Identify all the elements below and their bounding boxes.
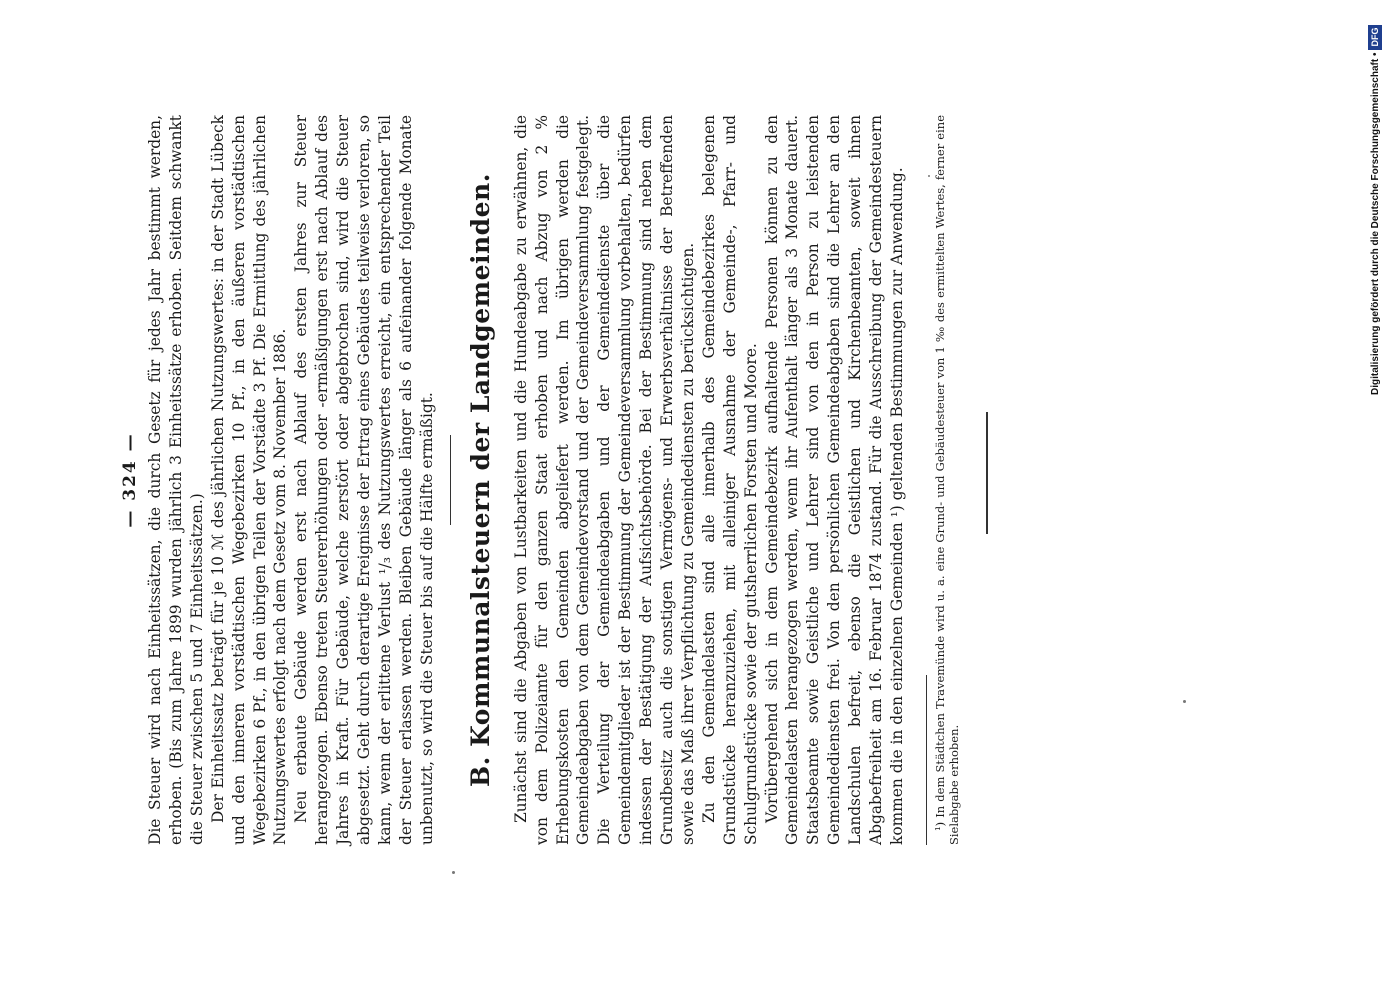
scan-speck <box>1183 700 1186 703</box>
page-number: — 324 — <box>120 432 140 528</box>
section-divider <box>450 435 451 525</box>
scan-speck <box>452 871 455 874</box>
footnote: ¹) In dem Städtchen Travemünde wird u. a. eine Grund- und Gebäudesteuer von 1 ‰ des ermittelten Wertes, ferner eine Sielabgabe erhoben. <box>932 115 961 845</box>
paragraph-unit-rate: Der Einheitssatz beträgt für je 10 ℳ des jährlichen Nutzungswertes: in der Stadt Lübeck und den inneren vorstädtischen Wegebezirken 10 Pf., in den äußeren vorstädtischen Wegebezirken 6 Pf., in den übrigen Teilen der Vorstädte 3 Pf. Die Ermittlung des jährlichen Nutzungswertes erfolgt nach dem Gesetz vom 8. November 1886. <box>208 115 290 845</box>
document-page <box>115 115 961 845</box>
footnote-rule <box>926 675 927 845</box>
dfg-logo: DFG <box>1368 25 1382 50</box>
section-heading: B. Kommunalsteuern der Landgemeinden. <box>465 173 495 787</box>
stamp-text: Digitalisierung gefördert durch die Deutsche Forschungsgemeinschaft • <box>1370 52 1381 395</box>
paragraph-tax-rates: Die Steuer wird nach Einheitssätzen, die durch Gesetz für jedes Jahr bestimmt werden, erhoben. (Bis zum Jahre 1899 wurden jährlich 3 Einheitssätze erhoben. Seitdem schwankt die Steuer zwischen 5 und 7 Einheitssätzen.) <box>146 115 206 845</box>
paragraph-temporary-residents: Vorübergehend sich in dem Gemeindebezirk aufhaltende Personen können zu den Gemeindelasten herangezogen werden, wenn ihr Aufenthalt länger als 3 Monate dauert. Staatsbeamte sowie Geistliche und Lehrer sind von den in Person zu leistenden Gemeindediensten frei. Von den persönlichen Gemeindeabgaben sind die Lehrer an den Landschulen befreit, ebenso die Geistlichen und Kirchenbeamten, soweit ihnen Abgabefreiheit am 16. Februar 1874 zustand. Für die Ausschreibung der Gemeindesteuern kommen die in den einzelnen Gemeinden ¹) geltenden Bestimmungen zur Anwendung. <box>762 115 906 845</box>
paragraph-community-burdens: Zu den Gemeindelasten sind alle innerhalb des Gemeindebezirkes belegenen Grundstücke heranzuziehen, mit alleiniger Ausnahme der Gemeinde-, Pfarr- und Schulgrundstücke sowie der gutsherrlichen Forsten und Moore. <box>699 115 760 845</box>
page-fold-ornament <box>986 412 988 534</box>
margin-stamp <box>1368 5 1382 395</box>
paragraph-new-buildings: Neu erbaute Gebäude werden erst nach Ablauf des ersten Jahres zur Steuer herangezogen. Ebenso treten Steuererhöhungen oder -ermäßigungen erst nach Ablauf des Jahres in Kraft. Für Gebäude, welche zerstört oder abgebrochen sind, wird die Steuer abgesetzt. Geht durch derartige Ereignisse der Ertrag eines Gebäudes teilweise verloren, so kann, wenn der erlittene Verlust ¹/₃ des Nutzungswertes erreicht, ein entsprechender Teil der Steuer erlassen werden. Bleiben Gebäude länger als 6 aufeinander folgende Monate unbenutzt, so wird die Steuer bis auf die Hälfte ermäßigt. <box>292 115 436 845</box>
scan-speck <box>928 175 930 177</box>
paragraph-levies: Zunächst sind die Abgaben von Lustbarkeiten und die Hundeabgabe zu erwähnen, die von dem Polizeiamte für den ganzen Staat erhoben und nach Abzug von 2 % Erhebungskosten den Gemeinden abgeliefert werden. Im übrigen werden die Gemeindeabgaben von dem Gemeindevorstand und der Gemeindeversammlung festgelegt. Die Verteilung der Gemeindeabgaben und der Gemeindedienste über die Gemeindemitglieder ist der Bestimmung der Gemeindeversammlung vorbehalten, bedürfen indessen der Bestätigung der Aufsichtsbehörde. Bei der Bestimmung sind neben dem Grundbesitz auch die sonstigen Vermögens- und Erwerbsverhältnisse der Betreffenden sowie das Maß ihrer Verpflichtung zu Gemeindediensten zu berücksichtigen. <box>511 115 697 845</box>
